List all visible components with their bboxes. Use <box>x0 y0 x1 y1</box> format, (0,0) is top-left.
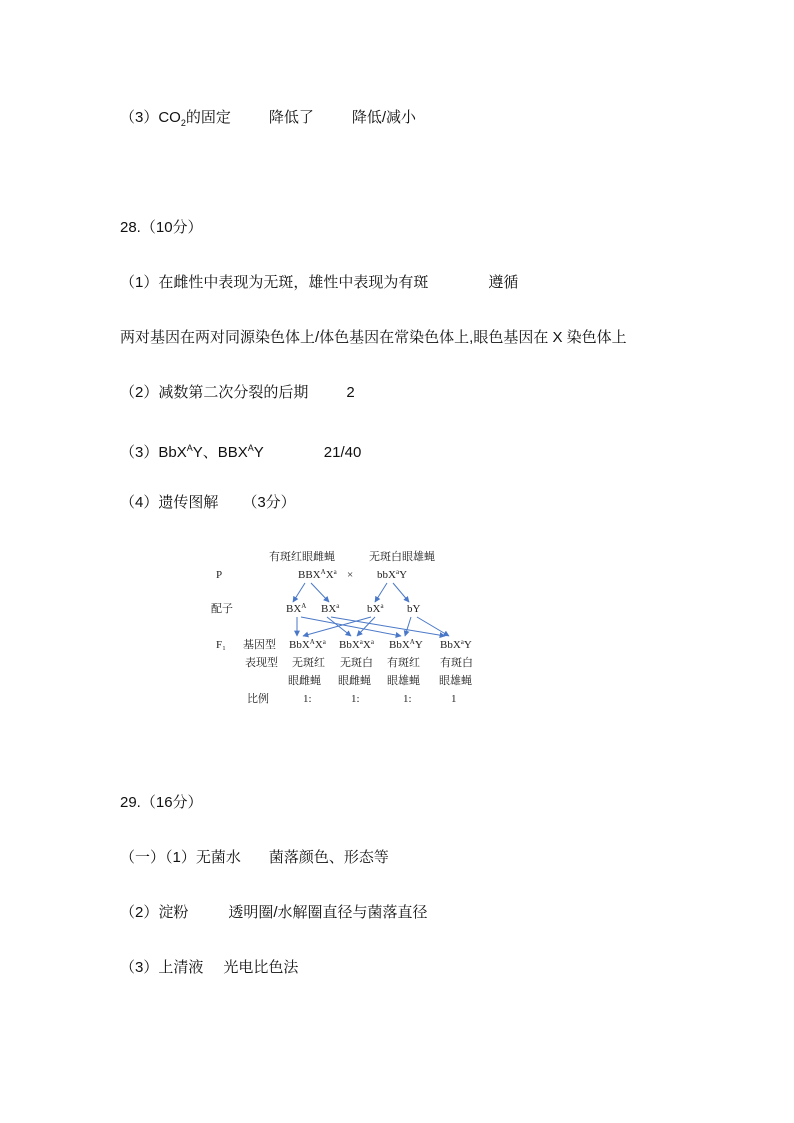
gamete-3: $bX^a$ <box>367 602 384 615</box>
offspring-3-phenotype-2: 眼雄蝇 <box>387 674 420 687</box>
q28-4-line <box>120 493 296 513</box>
q28-3-line <box>120 438 361 463</box>
offspring-1-genotype: $BbX^AX^a$ <box>289 638 326 651</box>
q27-3-answer-2: 降低了 <box>268 109 314 126</box>
q29-1-answer: 菌落颜色、形态等 <box>268 849 389 866</box>
parent-female-genotype: $BBX^AX^a$ <box>298 568 337 581</box>
offspring-2-phenotype-1: 无斑白 <box>340 656 373 669</box>
q28-4-label: （4）遗传图解 <box>120 494 219 511</box>
q29-2-line <box>120 903 428 923</box>
q29-1-label: （一）（1）无菌水 <box>120 849 241 866</box>
offspring-1-phenotype-1: 无斑红 <box>292 656 325 669</box>
offspring-1-ratio: 1: <box>303 693 312 705</box>
q28-3-end: Y <box>253 444 264 461</box>
offspring-4-phenotype-2: 眼雄蝇 <box>439 674 472 687</box>
q29-3-label: （3）上清液 <box>120 959 204 976</box>
offspring-2-ratio: 1: <box>351 693 360 705</box>
q29-1-line <box>120 848 389 868</box>
gamete-4: bY <box>407 603 421 615</box>
genetic-cross-diagram <box>205 540 495 710</box>
offspring-2-genotype: $BbX^aX^a$ <box>339 638 374 651</box>
q27-3-subscript: 2 <box>180 118 186 128</box>
offspring-4-phenotype-1: 有斑白 <box>440 656 473 669</box>
q29-3-line <box>120 958 298 978</box>
q28-3-label: （3）BbX <box>120 444 187 461</box>
offspring-2-phenotype-2: 眼雌蝇 <box>338 674 371 687</box>
q28-2-line <box>120 383 355 403</box>
offspring-3-phenotype-1: 有斑红 <box>387 656 420 669</box>
row-label-gamete: 配子 <box>211 602 233 615</box>
q29-2-answer: 透明圈/水解圈直径与菌落直径 <box>228 904 428 921</box>
q27-3-label: （3）CO <box>120 109 181 126</box>
q28-4-score: （3分） <box>242 494 296 511</box>
q27-3-line <box>120 108 416 133</box>
parent-female-label: 有斑红眼雌蝇 <box>269 550 335 563</box>
q27-3-answer-3: 降低/减小 <box>351 109 417 126</box>
q29-heading: 29.（16分） <box>120 794 203 811</box>
offspring-3-ratio: 1: <box>403 693 412 705</box>
q28-1-continuation: 两对基因在两对同源染色体上/体色基因在常染色体上,眼色基因在 X 染色体上 <box>120 329 627 346</box>
offspring-3-genotype: BbX$^A$Y <box>389 638 423 651</box>
q28-1-answer: 遵循 <box>488 274 519 291</box>
q28-2-label: （2）减数第二次分裂的后期 <box>120 384 309 401</box>
phenotype-label: 表现型 <box>245 656 278 669</box>
q29-2-label: （2）淀粉 <box>120 904 189 921</box>
q28-heading: 28.（10分） <box>120 219 203 236</box>
q28-1-line <box>120 273 518 293</box>
q27-3-label-cont: 的固定 <box>185 109 231 126</box>
genotype-label: 基因型 <box>243 638 276 651</box>
offspring-1-phenotype-2: 眼雌蝇 <box>288 674 321 687</box>
q28-3-answer: 21/40 <box>323 444 362 461</box>
gamete-1: $BX^A$ <box>286 602 307 615</box>
q28-3-mid: Y、BBX <box>192 444 248 461</box>
cross-symbol: × <box>347 569 354 581</box>
ratio-label: 比例 <box>247 692 269 705</box>
q28-2-answer: 2 <box>346 384 355 401</box>
offspring-4-ratio: 1 <box>451 693 457 705</box>
q28-1-label: （1）在雌性中表现为无斑，雄性中表现为有斑 <box>120 274 429 291</box>
gamete-2: $BX^a$ <box>321 602 340 615</box>
offspring-4-genotype: BbX$^a$Y <box>440 638 472 651</box>
q28-3-sup-1: A <box>186 443 193 453</box>
parent-male-label: 无斑白眼雄蝇 <box>369 550 435 563</box>
q29-3-answer: 光电比色法 <box>223 959 299 976</box>
parent-male-genotype: bbX$^a$Y <box>377 568 408 581</box>
row-label-f1: F₁ <box>216 639 226 651</box>
row-label-p: P <box>216 569 223 581</box>
q28-3-sup-2: A <box>247 443 254 453</box>
